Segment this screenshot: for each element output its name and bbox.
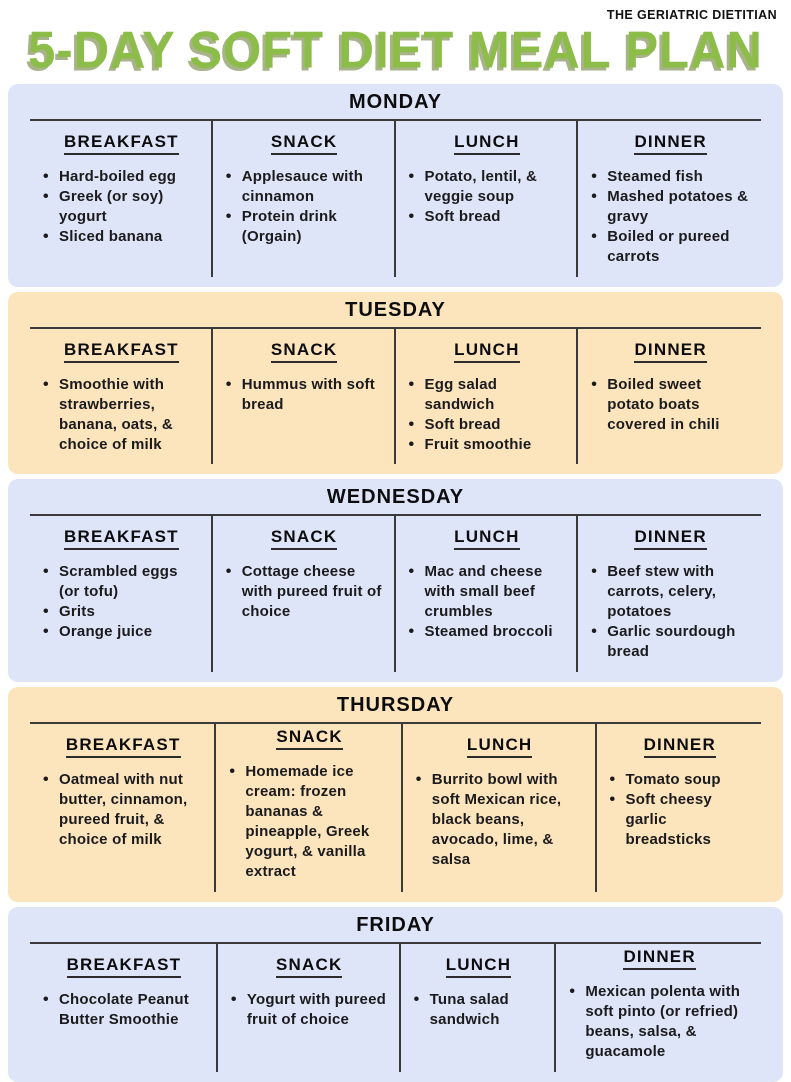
meal-header-label: SNACK [271,527,337,550]
meal-header-label: SNACK [271,340,337,363]
meal-column-snack [218,944,401,1072]
meal-header-breakfast [42,735,204,755]
meal-header-breakfast [42,132,201,152]
meal-header-label: DINNER [623,947,695,970]
meal-item: • Potato, lentil, & veggie soup [408,167,567,207]
meal-column-dinner [597,724,761,892]
brand-logo-text: THE GERIATRIC DIETITIAN [606,8,777,22]
meal-item: • Fruit smoothie [408,435,567,455]
meal-header-label: SNACK [276,727,342,750]
meal-item: • Chocolate Peanut Butter Smoothie [42,990,206,1030]
meal-item: • Scrambled eggs (or tofu) [42,562,201,602]
meal-item: • Smoothie with strawberries, banana, oats, & choice of milk [42,375,201,455]
meal-item: • Tomato soup [609,770,751,790]
day-panel-friday [8,907,783,1082]
meal-header-dinner [568,947,751,967]
meal-header-label: BREAKFAST [64,340,179,363]
meal-items [408,562,567,642]
meal-column-breakfast [30,329,213,465]
meal-column-lunch [396,329,579,465]
meal-item: • Burrito bowl with soft Mexican rice, black beans, avocado, lime, & salsa [415,770,585,870]
meal-item: • Orange juice [42,622,201,642]
meal-column-lunch [396,121,579,277]
meal-header-lunch [408,132,567,152]
meal-header-snack [230,955,389,975]
meal-item: • Garlic sourdough bread [590,622,751,662]
meal-items [228,762,390,882]
meal-header-lunch [415,735,585,755]
meal-column-breakfast [30,724,216,892]
meal-columns-friday [30,942,761,1072]
meal-header-breakfast [42,955,206,975]
meal-header-label: BREAKFAST [67,955,182,978]
meal-items [42,770,204,850]
meal-header-label: DINNER [634,132,706,155]
meal-items [408,167,567,227]
meal-items [408,375,567,455]
meal-item: • Homemade ice cream: frozen bananas & pineapple, Greek yogurt, & vanilla extract [228,762,390,882]
day-title-friday: FRIDAY [356,913,435,936]
meal-item: • Yogurt with pureed fruit of choice [230,990,389,1030]
meal-items [568,982,751,1062]
day-panel-monday [8,84,783,287]
meal-item: • Beef stew with carrots, celery, potatoes [590,562,751,622]
meal-columns-wednesday [30,514,761,672]
meal-item: • Oatmeal with nut butter, cinnamon, pureed fruit, & choice of milk [42,770,204,850]
meal-header-lunch [408,340,567,360]
meal-column-dinner [578,516,761,672]
meal-header-snack [228,727,390,747]
meal-item: • Greek (or soy) yogurt [42,187,201,227]
meal-columns-thursday [30,722,761,892]
day-title-monday: MONDAY [348,91,443,113]
day-title-wednesday: WEDNESDAY [326,486,465,509]
meal-item: • Mexican polenta with soft pinto (or refried) beans, salsa, & guacamole [568,982,751,1062]
meal-column-lunch [403,724,597,892]
meal-header-label: LUNCH [446,955,512,978]
meal-header-breakfast [42,340,201,360]
meal-header-label: BREAKFAST [64,527,179,550]
meal-items [225,167,384,247]
meal-item: • Boiled or pureed carrots [590,227,751,267]
meal-header-label: SNACK [271,132,337,155]
meal-column-dinner [578,329,761,465]
meal-item: • Tuna salad sandwich [413,990,545,1030]
meal-header-breakfast [42,527,201,547]
meal-column-lunch [401,944,557,1072]
meal-item: • Soft bread [408,415,567,435]
day-panel-thursday [8,687,783,902]
meal-columns-tuesday [30,327,761,465]
meal-items [590,375,751,435]
meal-items [415,770,585,870]
meal-column-snack [213,329,396,465]
day-title-thursday: THURSDAY [336,694,455,717]
day-panel-wednesday [8,479,783,682]
meal-item: • Protein drink (Orgain) [225,207,384,247]
meal-column-snack [213,516,396,672]
day-title-tuesday: TUESDAY [345,298,446,321]
meal-item: • Cottage cheese with pureed fruit of choice [225,562,384,622]
meal-item: • Mac and cheese with small beef crumbles [408,562,567,622]
meal-header-snack [225,132,384,152]
meal-column-dinner [578,121,761,277]
meal-item: • Soft bread [408,207,567,227]
meal-header-label: DINNER [634,340,706,363]
meal-item: • Applesauce with cinnamon [225,167,384,207]
meal-item: • Grits [42,602,201,622]
meal-header-dinner [609,735,751,755]
meal-item: • Mashed potatoes & gravy [590,187,751,227]
meal-header-dinner [590,132,751,152]
meal-items [42,562,201,642]
meal-items [42,167,201,247]
meal-header-label: DINNER [634,527,706,550]
meal-column-breakfast [30,121,213,277]
meal-items [590,562,751,662]
day-panel-tuesday [8,292,783,475]
meal-items [609,770,751,850]
meal-items [42,375,201,455]
meal-item: • Sliced banana [42,227,201,247]
meal-column-dinner [556,944,761,1072]
meal-item: • Hummus with soft bread [225,375,384,415]
meal-columns-monday [30,119,761,277]
meal-item: • Boiled sweet potato boats covered in chili [590,375,751,435]
meal-items [590,167,751,267]
meal-header-label: LUNCH [454,527,520,550]
meal-header-snack [225,340,384,360]
meal-column-breakfast [30,516,213,672]
meal-header-lunch [413,955,545,975]
meal-column-lunch [396,516,579,672]
meal-header-label: LUNCH [454,340,520,363]
meal-column-snack [216,724,402,892]
meal-column-snack [213,121,396,277]
meal-items [225,375,384,415]
meal-item: • Soft cheesy garlic breadsticks [609,790,751,850]
meal-item: • Steamed fish [590,167,751,187]
meal-header-lunch [408,527,567,547]
meal-header-label: LUNCH [467,735,533,758]
meal-header-label: BREAKFAST [66,735,181,758]
meal-header-snack [225,527,384,547]
meal-header-dinner [590,340,751,360]
meal-items [225,562,384,622]
page-title: 5-DAY SOFT DIET MEAL PLAN [28,21,763,80]
meal-header-label: SNACK [276,955,342,978]
meal-column-breakfast [30,944,218,1072]
meal-header-dinner [590,527,751,547]
meal-item: • Hard-boiled egg [42,167,201,187]
meal-header-label: LUNCH [454,132,520,155]
meal-header-label: BREAKFAST [64,132,179,155]
meal-item: • Egg salad sandwich [408,375,567,415]
meal-item: • Steamed broccoli [408,622,567,642]
meal-header-label: DINNER [644,735,716,758]
